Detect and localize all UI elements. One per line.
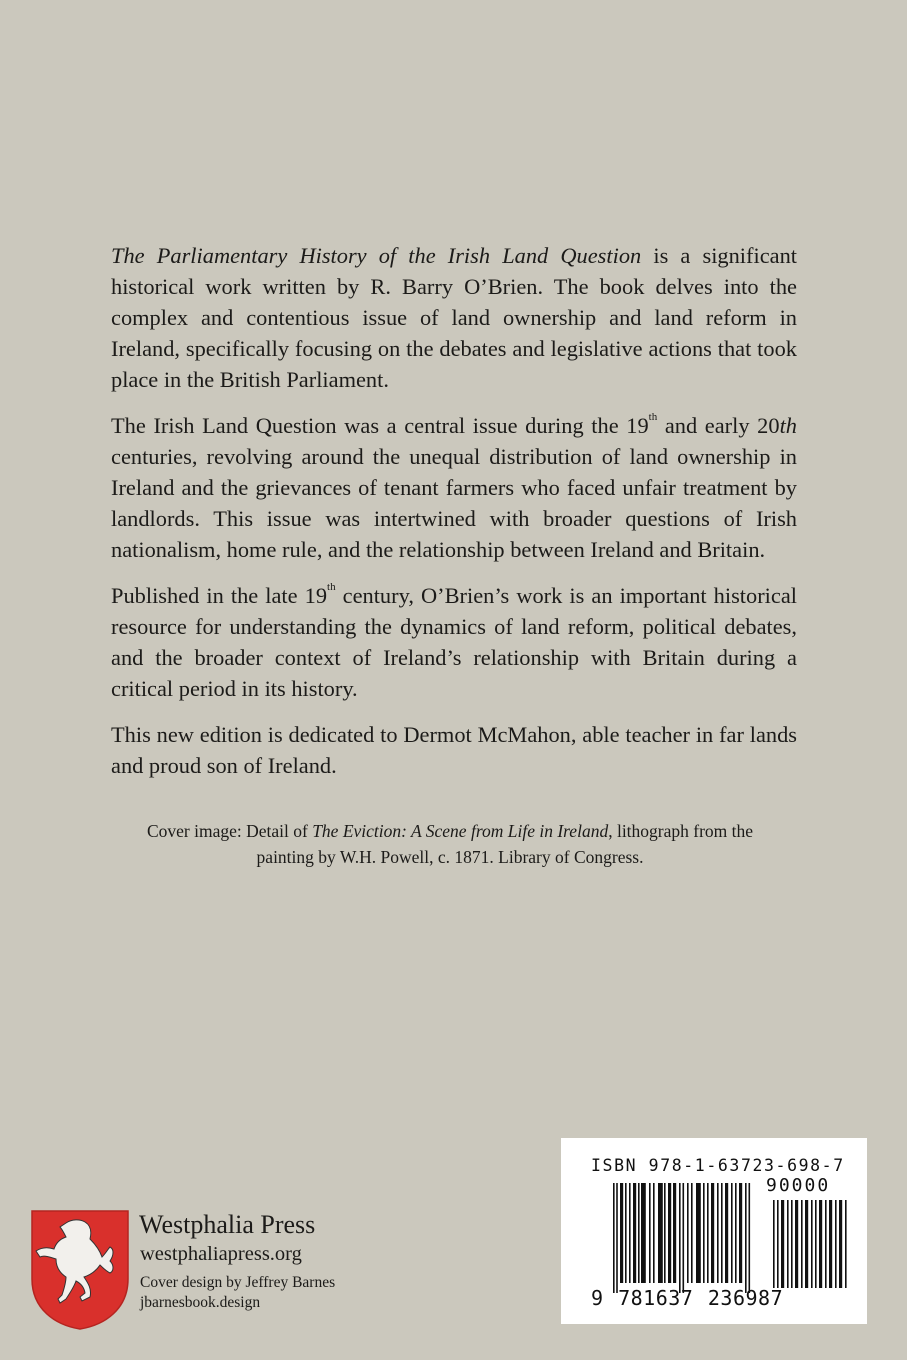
blurb-paragraph-2: The Irish Land Question was a central issue during the 19th and early 20th centuries, revolving around the unequal distribution of land ownership in Ireland and the grievances of tenant farmers who faced unfair treatment by landlords. This issue was intertwined with broader questions of Irish nationalism, home rule, and the relationship between Ireland and Britain. [111,411,797,562]
cover-image-credit: Cover image: Detail of The Eviction: A Scene from Life in Ireland, lithograph from the painting by W.H. Powell, c. 1871. Library of Congress. [146,821,754,867]
blurb-paragraph-3: Published in the late 19th century, O’Brien’s work is an important historical resource for understanding the dynamics of land reform, political debates, and the broader context of Ireland’s relationship with Britain during a critical period in its history. [111,581,797,701]
book-title: The Parliamentary History of the Irish Land Question [111,243,642,268]
barcode-bars-icon [613,1183,765,1293]
publisher-url: westphaliapress.org [140,1243,302,1265]
barcode-addon: 90000 [766,1175,831,1196]
publisher-info [139,1209,335,1313]
isbn-barcode [561,1138,867,1324]
westphalia-horse-shield-icon [30,1209,130,1331]
addon-barcode-bars-icon [773,1200,849,1288]
back-cover-blurb [111,240,797,796]
ean-number: 9 781637 236987 [591,1286,784,1310]
blurb-paragraph-1: The Parliamentary History of the Irish Land Question is a significant historical work written by R. Barry O’Brien. The book delves into the complex and contentious issue of land ownership and land reform in Ireland, specifically focusing on the debates and legislative actions that took place in the British Parliament. [111,243,797,392]
design-credit: Cover design by Jeffrey Barnes jbarnesbook.design [140,1274,336,1311]
isbn-label: ISBN 978-1-63723-698-7 [591,1156,845,1175]
publisher-name: Westphalia Press [139,1210,316,1239]
blurb-dedication: This new edition is dedicated to Dermot McMahon, able teacher in far lands and proud son of Ireland. [111,722,797,778]
